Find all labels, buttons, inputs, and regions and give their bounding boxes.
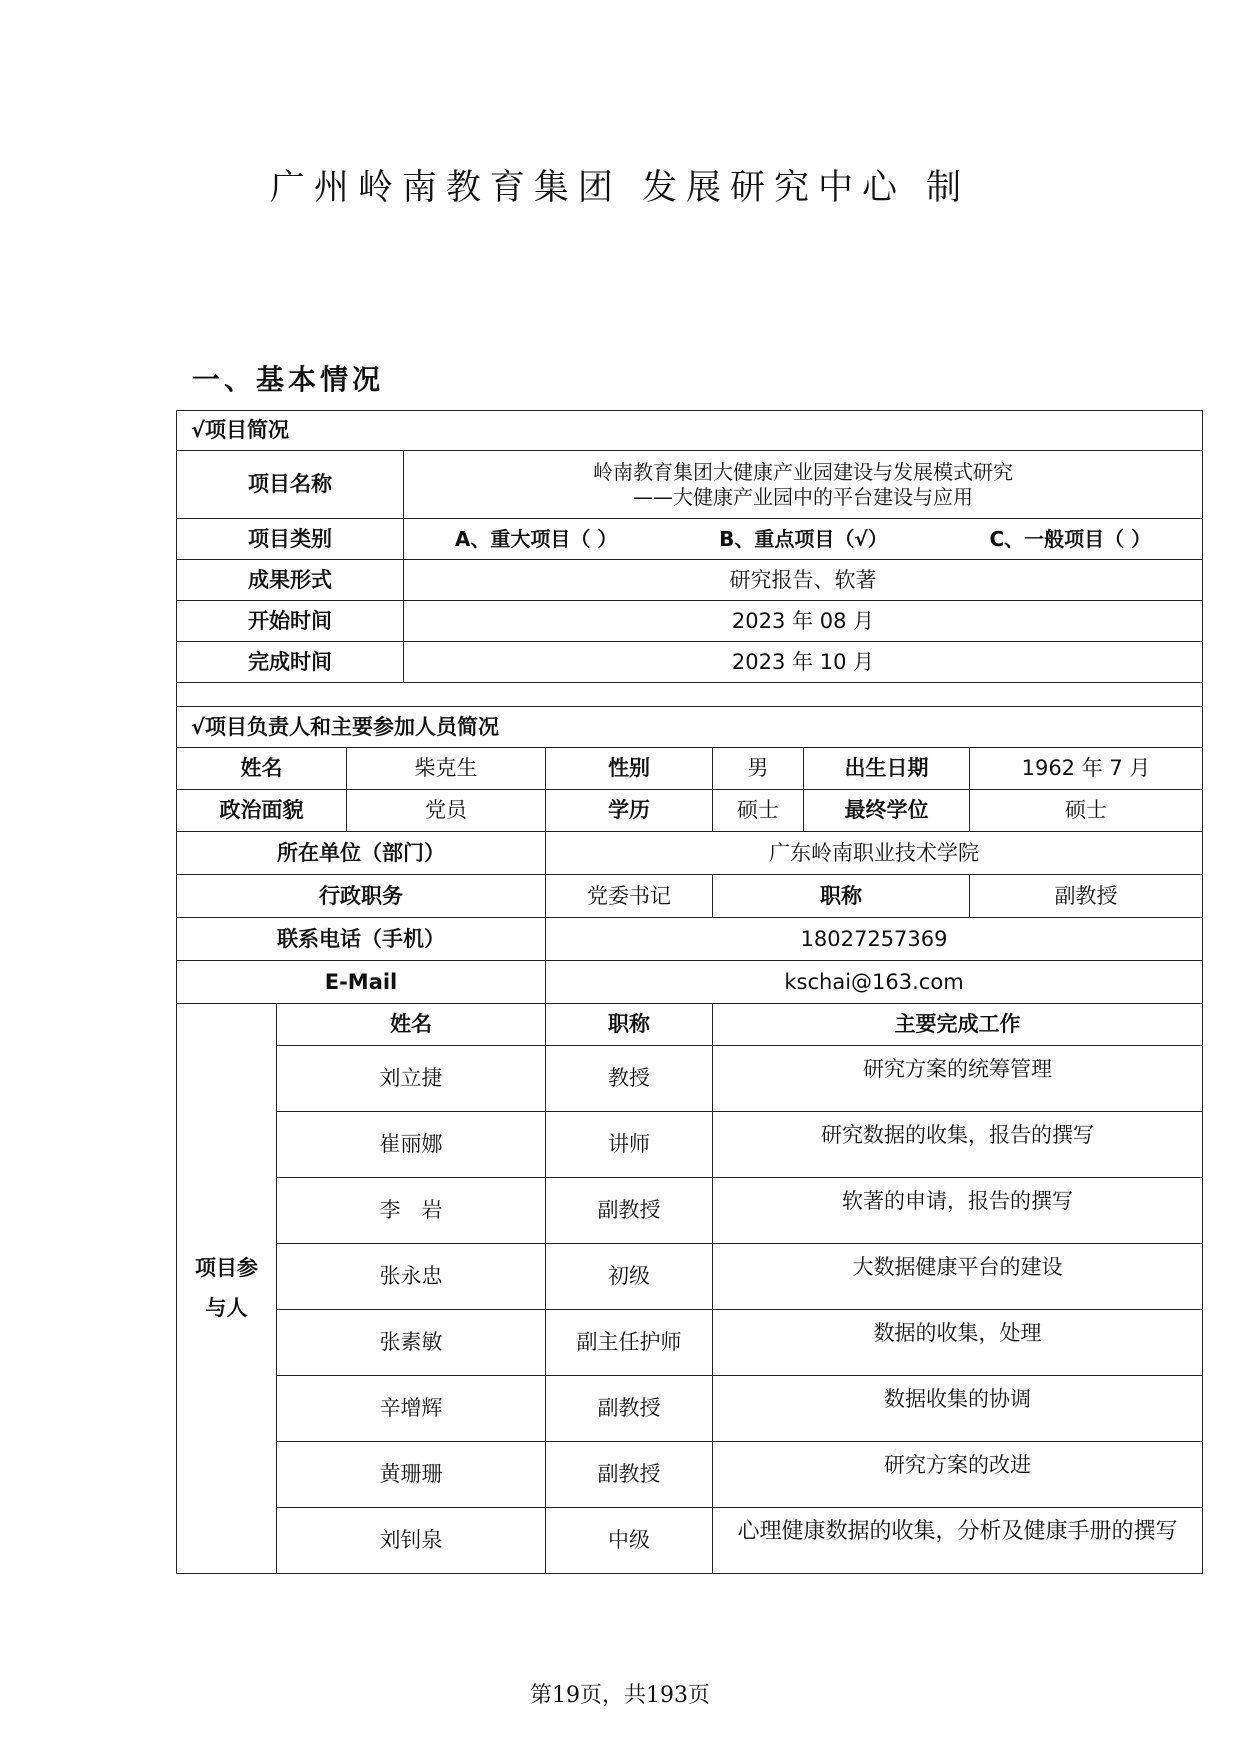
section-title: 一、基本情况 bbox=[192, 363, 385, 396]
table-row bbox=[177, 1508, 1203, 1574]
table-row bbox=[177, 1244, 1203, 1310]
participants-header-work: 主要完成工作 bbox=[713, 1004, 1203, 1046]
participant-title: 讲师 bbox=[546, 1112, 713, 1178]
participants-label-line1: 项目参 bbox=[195, 1255, 258, 1280]
participant-work: 心理健康数据的收集，分析及健康手册的撰写 bbox=[713, 1508, 1203, 1574]
result-form-value: 研究报告、软著 bbox=[404, 560, 1203, 601]
participant-name: 崔丽娜 bbox=[277, 1112, 546, 1178]
participant-work: 数据收集的协调 bbox=[713, 1376, 1203, 1442]
project-overview-section: √项目简况 bbox=[177, 411, 1203, 451]
start-time-label: 开始时间 bbox=[177, 601, 404, 642]
participant-name: 张素敏 bbox=[277, 1310, 546, 1376]
participant-work: 软著的申请，报告的撰写 bbox=[713, 1178, 1203, 1244]
leader-degree-value: 硕士 bbox=[970, 790, 1203, 832]
leader-birth-label: 出生日期 bbox=[804, 748, 970, 790]
page-footer: 第19页，共193页 bbox=[530, 1683, 710, 1708]
leader-name-label: 姓名 bbox=[177, 748, 347, 790]
table-row bbox=[177, 1442, 1203, 1508]
category-option-key: B、重点项目（√） bbox=[719, 526, 888, 551]
leader-gender-value: 男 bbox=[713, 748, 804, 790]
participant-work: 研究方案的统筹管理 bbox=[713, 1046, 1203, 1112]
result-form-label: 成果形式 bbox=[177, 560, 404, 601]
participant-name: 黄珊珊 bbox=[277, 1442, 546, 1508]
project-name-value bbox=[404, 451, 1203, 519]
leader-birth-value: 1962 年 7 月 bbox=[970, 748, 1203, 790]
project-category-options bbox=[404, 519, 1203, 560]
participant-work: 研究方案的改进 bbox=[713, 1442, 1203, 1508]
project-info-table bbox=[176, 410, 1203, 1574]
admin-position-label: 行政职务 bbox=[177, 875, 546, 918]
admin-position-value: 党委书记 bbox=[546, 875, 713, 918]
end-time-value: 2023 年 10 月 bbox=[404, 642, 1203, 683]
leader-gender-label: 性别 bbox=[546, 748, 713, 790]
participants-header-title: 职称 bbox=[546, 1004, 713, 1046]
table-row bbox=[177, 1376, 1203, 1442]
leader-degree-label: 最终学位 bbox=[804, 790, 970, 832]
leader-education-value: 硕士 bbox=[713, 790, 804, 832]
document-header-title: 广州岭南教育集团 发展研究中心 制 bbox=[269, 168, 971, 208]
unit-label: 所在单位（部门） bbox=[177, 832, 546, 875]
participant-name: 刘钊泉 bbox=[277, 1508, 546, 1574]
participant-title: 副教授 bbox=[546, 1178, 713, 1244]
participant-work: 大数据健康平台的建设 bbox=[713, 1244, 1203, 1310]
participant-title: 副教授 bbox=[546, 1376, 713, 1442]
category-option-major: A、重大项目（ ） bbox=[454, 526, 618, 551]
email-value: kschai@163.com bbox=[546, 961, 1203, 1004]
leader-politics-value: 党员 bbox=[347, 790, 546, 832]
category-option-general: C、一般项目（ ） bbox=[989, 526, 1152, 551]
leader-name-value: 柴克生 bbox=[347, 748, 546, 790]
project-name-line2: ——大健康产业园中的平台建设与应用 bbox=[633, 484, 974, 509]
participant-work: 研究数据的收集，报告的撰写 bbox=[713, 1112, 1203, 1178]
participant-title: 副主任护师 bbox=[546, 1310, 713, 1376]
project-name-label: 项目名称 bbox=[177, 451, 404, 519]
project-name-line1: 岭南教育集团大健康产业园建设与发展模式研究 bbox=[593, 459, 1014, 484]
professional-title-label: 职称 bbox=[713, 875, 970, 918]
participant-title: 初级 bbox=[546, 1244, 713, 1310]
participant-name: 辛增辉 bbox=[277, 1376, 546, 1442]
leader-section: √项目负责人和主要参加人员简况 bbox=[177, 707, 1203, 748]
participants-group-label bbox=[177, 1004, 277, 1574]
participant-title: 教授 bbox=[546, 1046, 713, 1112]
participants-header-name: 姓名 bbox=[277, 1004, 546, 1046]
phone-value: 18027257369 bbox=[546, 918, 1203, 961]
project-category-label: 项目类别 bbox=[177, 519, 404, 560]
leader-education-label: 学历 bbox=[546, 790, 713, 832]
participants-label-line2: 与人 bbox=[205, 1295, 248, 1320]
participant-work: 数据的收集，处理 bbox=[713, 1310, 1203, 1376]
end-time-label: 完成时间 bbox=[177, 642, 404, 683]
professional-title-value: 副教授 bbox=[970, 875, 1203, 918]
email-label: E-Mail bbox=[177, 961, 546, 1004]
table-row bbox=[177, 1310, 1203, 1376]
start-time-value: 2023 年 08 月 bbox=[404, 601, 1203, 642]
participant-name: 刘立捷 bbox=[277, 1046, 546, 1112]
table-row bbox=[177, 1112, 1203, 1178]
leader-politics-label: 政治面貌 bbox=[177, 790, 347, 832]
unit-value: 广东岭南职业技术学院 bbox=[546, 832, 1203, 875]
participant-title: 中级 bbox=[546, 1508, 713, 1574]
phone-label: 联系电话（手机） bbox=[177, 918, 546, 961]
spacer-row bbox=[177, 683, 1203, 707]
participant-name: 张永忠 bbox=[277, 1244, 546, 1310]
participant-name: 李 岩 bbox=[277, 1178, 546, 1244]
table-row bbox=[177, 1046, 1203, 1112]
participant-title: 副教授 bbox=[546, 1442, 713, 1508]
table-row bbox=[177, 1178, 1203, 1244]
